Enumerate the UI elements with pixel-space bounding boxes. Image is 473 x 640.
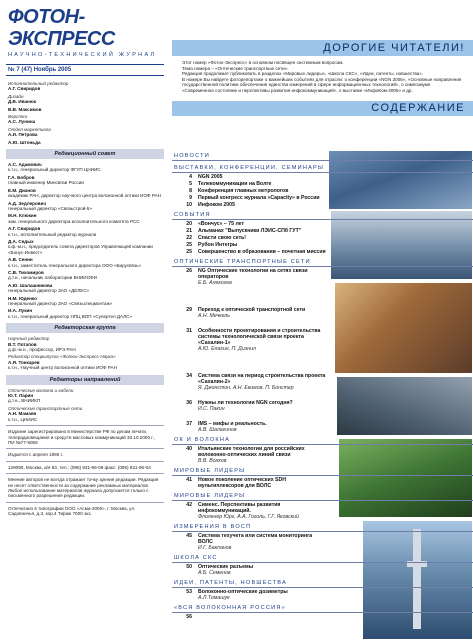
toc-entry-author: А.Л.Томашук: [198, 595, 230, 601]
person-item: [8, 213, 162, 224]
toc-page-number: 29: [186, 307, 192, 313]
credit-name: А.И. Петрова: [8, 132, 38, 138]
credit-name: А.Г. Свиридов: [8, 86, 41, 92]
toc-spacer: [172, 412, 473, 420]
toc-entry: [172, 502, 473, 520]
toc-page-number: 22: [186, 235, 192, 241]
toc-entry-title: Телекоммуникации на Волге: [198, 181, 272, 187]
directions-list: [6, 388, 164, 422]
toc-section-heading: ИЗМЕРЕНИЯ В ВОСП: [172, 523, 473, 532]
imprint-divider: [6, 473, 164, 474]
person-item: [8, 406, 162, 422]
directions-title: Редакторы направлений: [6, 375, 164, 385]
person-name: Д.А. Седых: [8, 238, 34, 244]
toc-entry-author: А.Н. Мечкель: [198, 313, 230, 319]
toc-entry-author: И.Г. Бакланов: [198, 545, 232, 551]
masthead-column: [0, 0, 170, 640]
toc-page-number: 5: [189, 181, 192, 187]
toc-section-heading: ИДЕИ, ПАТЕНТЫ, НОВШЕСТВА: [172, 579, 473, 588]
toc-section-heading: ШКОЛА СКС: [172, 554, 473, 563]
greeting-paragraph: В номере Вы найдете фоторепортаже о важнейших событиях для отрасли: о конференции «NGN 2005», «Основные направления государственной политики обеспечения единства измерений в сфере информационных технологий», о симпозиуме «Современное состояние и перспективы развития инфокоммуникаций», о выставке «ИнфоКом-2005» и др.: [182, 76, 462, 93]
toc-entry-author: А.В. Шалагинов: [198, 427, 237, 433]
credit-item: [8, 94, 162, 105]
person-desc: д.ф.-м.н., профессор, ИРЭ РАН: [8, 347, 76, 353]
toc-spacer: [172, 391, 473, 399]
person-desc: д.т.н., ВНИИКП: [8, 398, 41, 404]
person-desc: генеральный директор «Связьстрой-5»: [8, 205, 92, 211]
credit-name: Д.В. Иванюк: [8, 99, 37, 105]
imprint-note: Издается с апреля 1995 г.: [8, 452, 63, 458]
person-name: Ю.Т. Ларин: [8, 393, 34, 399]
person-item: [8, 201, 162, 212]
toc-page-number: 26: [186, 268, 192, 274]
person-desc: к.т.н., генеральный директор НПЦ ВОП «Супертел ДАЛС»: [8, 313, 133, 319]
credit-role: Дизайн: [8, 93, 24, 99]
toc-page-number: 56: [186, 614, 192, 620]
toc-entry-author: Флоленер Юрг, А.А. Гоголь, Г.Г. Яковский: [198, 514, 299, 520]
toc-page-number: 25: [186, 242, 192, 248]
magazine-logo: ФОТОН-ЭКСПРЕСС: [8, 6, 115, 50]
person-item: [8, 283, 162, 294]
toc-page-number: 8: [189, 188, 192, 194]
imprint-note: Издание зарегистрировано в Министерстве РФ по делам печати, телерадиовещания и средств массовых коммуникаций 30.10.2000 г., ПИ №77-5059: [8, 429, 155, 445]
credits-list: [6, 81, 164, 145]
credit-role: Отдел маркетинга: [8, 126, 51, 132]
toc-entry-title: Итальянские технологии для российских волоконно-оптических линий связи В.В. Волков: [198, 446, 328, 464]
person-desc: к.т.н., генеральный директор ФГУП ЦНИИС: [8, 167, 101, 173]
toc-entry: [172, 446, 473, 464]
toc-entry-author: Я. Джонстон, А.Н. Екимов, П. Бонстер: [198, 385, 294, 391]
toc-entry-title: «Вончус» – 75 лет: [198, 221, 245, 227]
person-desc: к.т.н., ЦНИИС: [8, 416, 38, 422]
toc-entry-title: Нужны ли технологии NGN сегодня? И.С. Пакин: [198, 400, 328, 412]
toc-section-heading: ВЫСТАВКИ, КОНФЕРЕНЦИИ, СЕМИНАРЫ: [172, 164, 473, 173]
toc-entry: [172, 228, 473, 234]
person-name: В.Т. Потапов: [8, 341, 37, 347]
toc-spacer: [172, 286, 473, 306]
toc-entry: [172, 221, 473, 227]
toc-entry-title: Система связи на период строительства проекта «Сахалин-2» Я. Джонстон, А.Н. Екимов, П. Бонстер: [198, 373, 328, 391]
toc-entry-title: Инфоком 2005: [198, 202, 235, 208]
toc-entry-title: Первый конгресс журнала «Capacity» в России: [198, 195, 320, 201]
issue-number: № 7 (47) Ноябрь 2005: [6, 64, 164, 76]
toc-page-number: 53: [186, 589, 192, 595]
credit-name: А.С. Лунина: [8, 119, 36, 125]
person-name: Е.М. Дианов: [8, 187, 36, 193]
person-item: [8, 162, 162, 173]
toc-entry-title: Сименс. Перспективы развития инфокоммуникаций. Флоленер Юрг, А.А. Гоголь, Г.Г. Яковский: [198, 502, 328, 520]
imprint-divider: [6, 461, 164, 462]
person-name: Г.А. Бобров: [8, 174, 35, 180]
toc-page-number: 37: [186, 421, 192, 427]
credit-role: Верстка: [8, 114, 28, 120]
toc-entry: [172, 268, 473, 286]
person-name: А.В. Сенин: [8, 257, 33, 263]
person-item: [8, 354, 162, 370]
toc-entry: [172, 242, 473, 248]
credit-item: [8, 140, 162, 145]
toc-page-number: 21: [186, 228, 192, 234]
toc-entry-title: Новое поколение оптических SDH мультиплексоров для ВОЛС: [198, 477, 286, 489]
credit-role: Исполнительный редактор: [8, 81, 69, 86]
toc-entry-title: Особенности проектирования и строительства системы технологической связи проекта «Сахалин-1» А.Ю. Елагин, П. Диэнил: [198, 328, 328, 352]
toc-entry-author: В.В. Волков: [198, 458, 227, 464]
toc-entry: [172, 181, 473, 187]
toc-entry: [172, 400, 473, 412]
greeting-paragraph: Тема номера – «Оптические транспортные сети».: [182, 65, 289, 71]
toc-entry: [172, 421, 473, 433]
editorial-title: Редакторская группа: [6, 323, 164, 333]
toc-page-number: 40: [186, 446, 192, 452]
person-role: Научный редактор: [8, 336, 50, 342]
contents-column: [172, 0, 473, 640]
toc-entry-title: NGN 2005: [198, 174, 223, 180]
toc-page-number: 10: [186, 202, 192, 208]
toc-page-number: 9: [189, 195, 192, 201]
toc-entry: [172, 533, 473, 551]
person-desc: д.т.н., начальник лаборатории ВНИИОФИ: [8, 275, 97, 281]
person-item: [8, 188, 162, 199]
toc-page-number: 34: [186, 373, 192, 379]
greeting-text: [172, 56, 473, 95]
toc-section-heading: ОПТИЧЕСКИЕ ТРАНСПОРТНЫЕ СЕТИ: [172, 258, 473, 267]
imprint-note: Отпечатано в типографии ООО «Асма-2000», г. Москва, ул. Садовничья, д.3, кор.4 Тираж 7000 экз.: [8, 505, 136, 517]
person-item: [8, 308, 162, 319]
toc-entry-title: NG Оптические технологии на сетях связи операторов Е.Б. Алексеев: [198, 268, 328, 286]
person-item: [8, 270, 162, 281]
toc-page-number: 41: [186, 477, 192, 483]
toc-entry: [172, 235, 473, 241]
person-desc: к.т.н., заместитель генерального директора ООО «Бирусвязь»: [8, 262, 142, 268]
toc-spacer: [172, 352, 473, 372]
credit-item: [8, 127, 162, 138]
person-name: А.Ю. Шалашникова: [8, 282, 53, 288]
toc-entry: [172, 477, 473, 489]
toc-entry-title: Рубон Интегры: [198, 242, 238, 248]
person-name: С.В. Тихомиров: [8, 269, 44, 275]
toc-entry-title: Спасти свою сеть!: [198, 235, 247, 241]
toc-entry: [172, 307, 473, 319]
person-role: Редактор спецвыпуска «Фотон-Экспресс-Наука»: [8, 354, 116, 360]
person-item: [8, 175, 162, 186]
imprint-notes: [6, 425, 164, 516]
toc-entry-title: [198, 614, 328, 620]
toc-entry: [172, 188, 473, 194]
toc-spacer: [172, 319, 473, 327]
toc-section-heading: НОВОСТИ: [172, 152, 473, 161]
toc-page-number: 4: [189, 174, 192, 180]
toc-entry: [172, 195, 473, 201]
toc-section-heading: СОБЫТИЯ: [172, 211, 473, 220]
person-name: М.Н. Клюкин: [8, 213, 37, 219]
toc-entry-author: А.Б. Семенов: [198, 570, 231, 576]
imprint-divider: [6, 502, 164, 503]
toc-page-number: 36: [186, 400, 192, 406]
toc-entry: [172, 373, 473, 391]
toc-page-number: 50: [186, 564, 192, 570]
toc-page-number: 42: [186, 502, 192, 508]
greeting-paragraph: Редакция продолжает публиковать в разделах «Мировые лидеры», «Школа СКС», «Идеи, патенты, новшества».: [182, 71, 424, 76]
person-desc: генеральный директор ЗАО «ДЕЛЕС»: [8, 288, 90, 294]
toc-entry: [172, 202, 473, 208]
credit-name: В.В. Максимов: [8, 106, 42, 112]
toc-page-number: 20: [186, 221, 192, 227]
table-of-contents: [172, 149, 473, 620]
person-desc: зам. генерального директора исполнительного комитета РСС: [8, 218, 140, 224]
person-role: Оптические волокна и кабели: [8, 387, 74, 393]
credit-name: А.Ю. Штоньда: [8, 139, 41, 145]
person-name: А.Н. Мамаев: [8, 411, 37, 417]
board-title: Редакционный совет: [6, 149, 164, 159]
person-desc: генеральный директор ЗАО «Связьспецмонтаж»: [8, 301, 113, 306]
toc-entry: [172, 174, 473, 180]
credit-item: [8, 81, 162, 92]
person-desc: к.ф.-м.н., председатель совета директоров Управляющей компании «Бонус-Инвест»: [8, 244, 153, 255]
credit-item: [8, 107, 162, 112]
toc-entry-title: Совершенство в образовании – почетная миссия: [198, 249, 326, 255]
imprint-note: 129090, Москва, а/я 83, тел.: (095) 931-96-09 факс: (095) 931-96-04: [8, 464, 151, 470]
person-role: Оптические транспортные сети: [8, 405, 83, 411]
toc-page-number: 25: [186, 249, 192, 255]
greeting-paragraph: Этот номер «Фотон-Экспресс» в основном посвящен системным вопросам.: [182, 60, 344, 65]
toc-entry-author: А.Ю. Елагин, П. Диэнил: [198, 346, 256, 352]
greeting-title: ДОРОГИЕ ЧИТАТЕЛИ!: [172, 40, 473, 56]
imprint-divider: [6, 425, 164, 426]
toc-entry-title: IMS – мифы и реальность. А.В. Шалагинов: [198, 421, 328, 433]
person-item: [8, 239, 162, 255]
person-name: А.Д. Зедлерович: [8, 200, 47, 206]
toc-entry: [172, 564, 473, 576]
person-item: [8, 257, 162, 268]
board-list: [6, 162, 164, 319]
person-name: А.Г. Свиридов: [8, 226, 41, 232]
person-item: [8, 296, 162, 307]
person-name: Н.М. Юденко: [8, 295, 37, 301]
toc-entry: [172, 249, 473, 255]
toc-section-heading: ОК И ВОЛОКНА: [172, 436, 473, 445]
toc-entry-title: Переход к оптической транспортной сети А.Н. Мечкель: [198, 307, 328, 319]
person-item: [8, 336, 162, 352]
toc-entry-title: Система техучета или система мониторинга ВОЛС И.Г. Бакланов: [198, 533, 328, 551]
person-desc: главный инженер Минсвязи России: [8, 180, 84, 186]
person-desc: к.т.н., Научный центр волоконной оптики ИОФ РАН: [8, 365, 117, 371]
toc-entry-title: Оптические разъемы А.Б. Семенов: [198, 564, 328, 576]
toc-page-number: 45: [186, 533, 192, 539]
toc-entry-author: И.С. Пакин: [198, 406, 225, 412]
person-desc: академик РАН, директор научного центра волоконной оптики ИОФ РАН: [8, 193, 161, 199]
person-desc: к.т.н., исполнительный редактор журнала: [8, 231, 97, 237]
contents-title: СОДЕРЖАНИЕ: [172, 101, 473, 116]
person-name: А.Я. Тонкарев: [8, 359, 40, 365]
toc-page-number: 31: [186, 328, 192, 334]
credit-item: [8, 114, 162, 125]
person-item: [8, 226, 162, 237]
person-name: А.С. Адамович: [8, 162, 42, 168]
toc-section-heading: МИРОВЫЕ ЛИДЕРЫ: [172, 467, 473, 476]
toc-section-heading: МИРОВЫЕ ЛИДЕРЫ: [172, 492, 473, 501]
editorial-list: [6, 336, 164, 370]
toc-entry-title: Альманах "Выпускники ЛЭИС-СПб ГУТ": [198, 228, 302, 234]
toc-entry-title: Конференция главных метрологов: [198, 188, 289, 194]
imprint-divider: [6, 448, 164, 449]
imprint-note: Мнение авторов не всегда отражает точку зрения редакции. Редакция не несет ответственности за содержание рекламных материалов. Любое использование материалов журнала допускается только с письменного разрешения редакции.: [8, 477, 159, 499]
toc-entry-title: Волоконно-оптические дозиметры А.Л.Томашук: [198, 589, 328, 601]
toc-entry-author: Е.Б. Алексеев: [198, 280, 232, 286]
toc-entry: [172, 614, 473, 620]
toc-entry: [172, 328, 473, 352]
person-name: И.А. Лукин: [8, 308, 33, 314]
person-item: [8, 388, 162, 404]
toc-section-heading: «ВСЯ ВОЛОКОННАЯ РОССИЯ»: [172, 604, 473, 613]
magazine-subtitle: НАУЧНО-ТЕХНИЧЕСКИЙ ЖУРНАЛ: [8, 52, 157, 58]
toc-entry: [172, 589, 473, 601]
